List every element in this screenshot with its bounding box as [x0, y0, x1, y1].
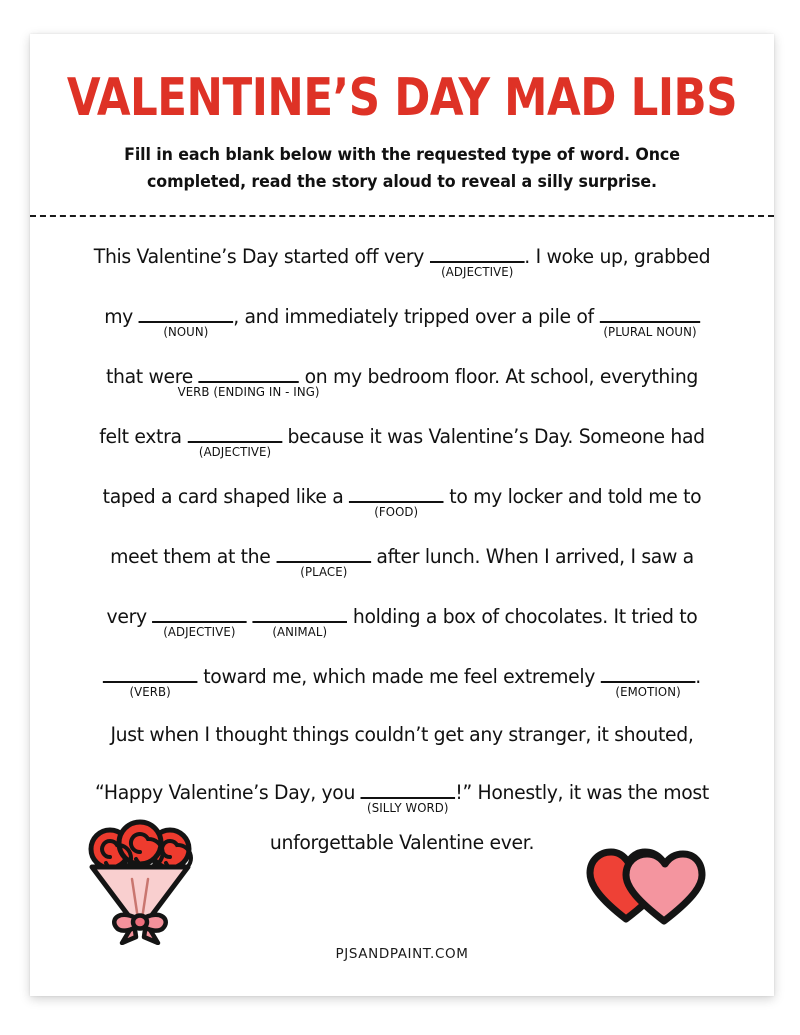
- story-text: very: [106, 605, 153, 629]
- story-text: “Happy Valentine’s Day, you: [95, 781, 361, 805]
- story-text: on my bedroom floor. At school, everything: [298, 365, 699, 389]
- blank-cue-label: (SILLY WORD): [367, 800, 449, 816]
- story-text: Just when I thought things couldn’t get any stranger, it shouted,: [110, 723, 694, 747]
- story-text: holding a box of chocolates. It tried to: [347, 605, 698, 629]
- blank-rule[interactable]: [139, 305, 234, 323]
- story-body: [30, 217, 774, 827]
- blank-cue-label: VERB (ENDING IN - ING): [177, 384, 320, 400]
- story-text: !” Honestly, it was the most: [455, 781, 709, 805]
- blank-field[interactable]: [276, 545, 371, 580]
- blank-rule[interactable]: [361, 781, 456, 799]
- blank-rule[interactable]: [253, 605, 348, 623]
- story-text: felt extra: [99, 425, 188, 449]
- page-subtitle: Fill in each blank below with the requested type of word. Once completed, read the story aloud to reveal a silly surprise.: [124, 145, 680, 191]
- page-title: VALENTINE’S DAY MAD LIBS: [66, 68, 738, 128]
- rose-bouquet-icon: [76, 819, 204, 945]
- blank-cue-label: (ANIMAL): [272, 624, 328, 640]
- story-text: to my locker and told me to: [443, 485, 702, 509]
- rose-bouquet-illustration: [76, 819, 204, 950]
- blank-rule[interactable]: [430, 245, 525, 263]
- blank-cue-label: (NOUN): [163, 324, 209, 340]
- blank-rule[interactable]: [599, 305, 699, 323]
- story-text: because it was Valentine’s Day. Someone had: [281, 425, 705, 449]
- story-text: meet them at the: [110, 545, 277, 569]
- story-line-content: [99, 411, 705, 460]
- blank-field[interactable]: [152, 605, 247, 640]
- blank-cue-label: (FOOD): [374, 504, 419, 520]
- story-line: [60, 231, 743, 291]
- story-text: taped a card shaped like a: [102, 485, 350, 509]
- story-line: [60, 351, 743, 411]
- story-text: toward me, which made me feel extremely: [197, 665, 601, 689]
- blank-rule[interactable]: [103, 665, 198, 683]
- story-line-content: [93, 231, 711, 280]
- story-line: [60, 711, 743, 767]
- blank-cue-label: (EMOTION): [615, 684, 681, 700]
- story-text: , and immediately tripped over a pile of: [233, 305, 600, 329]
- story-line-content: [110, 711, 693, 745]
- blank-cue-label: (ADJECTIVE): [198, 444, 271, 460]
- blank-field[interactable]: [177, 365, 320, 400]
- story-line-content: [103, 651, 701, 700]
- story-line: [60, 591, 743, 651]
- story-line: [60, 531, 743, 591]
- printable-page: [30, 34, 774, 996]
- blank-field[interactable]: [103, 665, 198, 700]
- blank-cue-label: (ADJECTIVE): [440, 264, 514, 280]
- blank-cue-label: (VERB): [129, 684, 171, 700]
- blank-rule[interactable]: [276, 545, 371, 563]
- two-hearts-icon: [586, 847, 706, 925]
- blank-field[interactable]: [361, 781, 456, 816]
- blank-cue-label: (ADJECTIVE): [163, 624, 236, 640]
- story-line: [60, 471, 743, 531]
- story-text: This Valentine’s Day started off very: [93, 245, 430, 269]
- story-line: [60, 651, 743, 711]
- story-line-content: [106, 591, 698, 640]
- blank-cue-label: (PLURAL NOUN): [603, 324, 697, 340]
- story-line-content: [102, 471, 702, 520]
- blank-field[interactable]: [599, 305, 699, 340]
- site-footer: PJSANDPAINT.COM: [335, 946, 469, 962]
- blank-rule[interactable]: [601, 665, 696, 683]
- story-line: [60, 411, 743, 471]
- story-line: [60, 291, 743, 351]
- blank-field[interactable]: [253, 605, 348, 640]
- two-hearts-illustration: [586, 847, 706, 930]
- story-text: . I woke up, grabbed: [524, 245, 711, 269]
- story-line-content: [105, 351, 699, 400]
- story-closing-line: unforgettable Valentine ever.: [269, 831, 535, 855]
- story-line: [60, 767, 743, 827]
- blank-field[interactable]: [349, 485, 444, 520]
- blank-rule[interactable]: [349, 485, 444, 503]
- story-line-content: [95, 767, 709, 816]
- story-text: after lunch. When I arrived, I saw a: [370, 545, 694, 569]
- blank-rule[interactable]: [187, 425, 282, 443]
- story-line-content: [104, 291, 700, 340]
- blank-field[interactable]: [139, 305, 234, 340]
- blank-field[interactable]: [187, 425, 282, 460]
- blank-field[interactable]: [430, 245, 525, 280]
- story-text: that were: [105, 365, 199, 389]
- story-text: my: [104, 305, 139, 329]
- illustration-row: [30, 827, 774, 945]
- blank-rule[interactable]: [152, 605, 247, 623]
- blank-rule[interactable]: [199, 365, 299, 383]
- story-line-content: [110, 531, 694, 580]
- blank-cue-label: (PLACE): [299, 564, 347, 580]
- blank-field[interactable]: [601, 665, 696, 700]
- story-text: .: [695, 665, 701, 689]
